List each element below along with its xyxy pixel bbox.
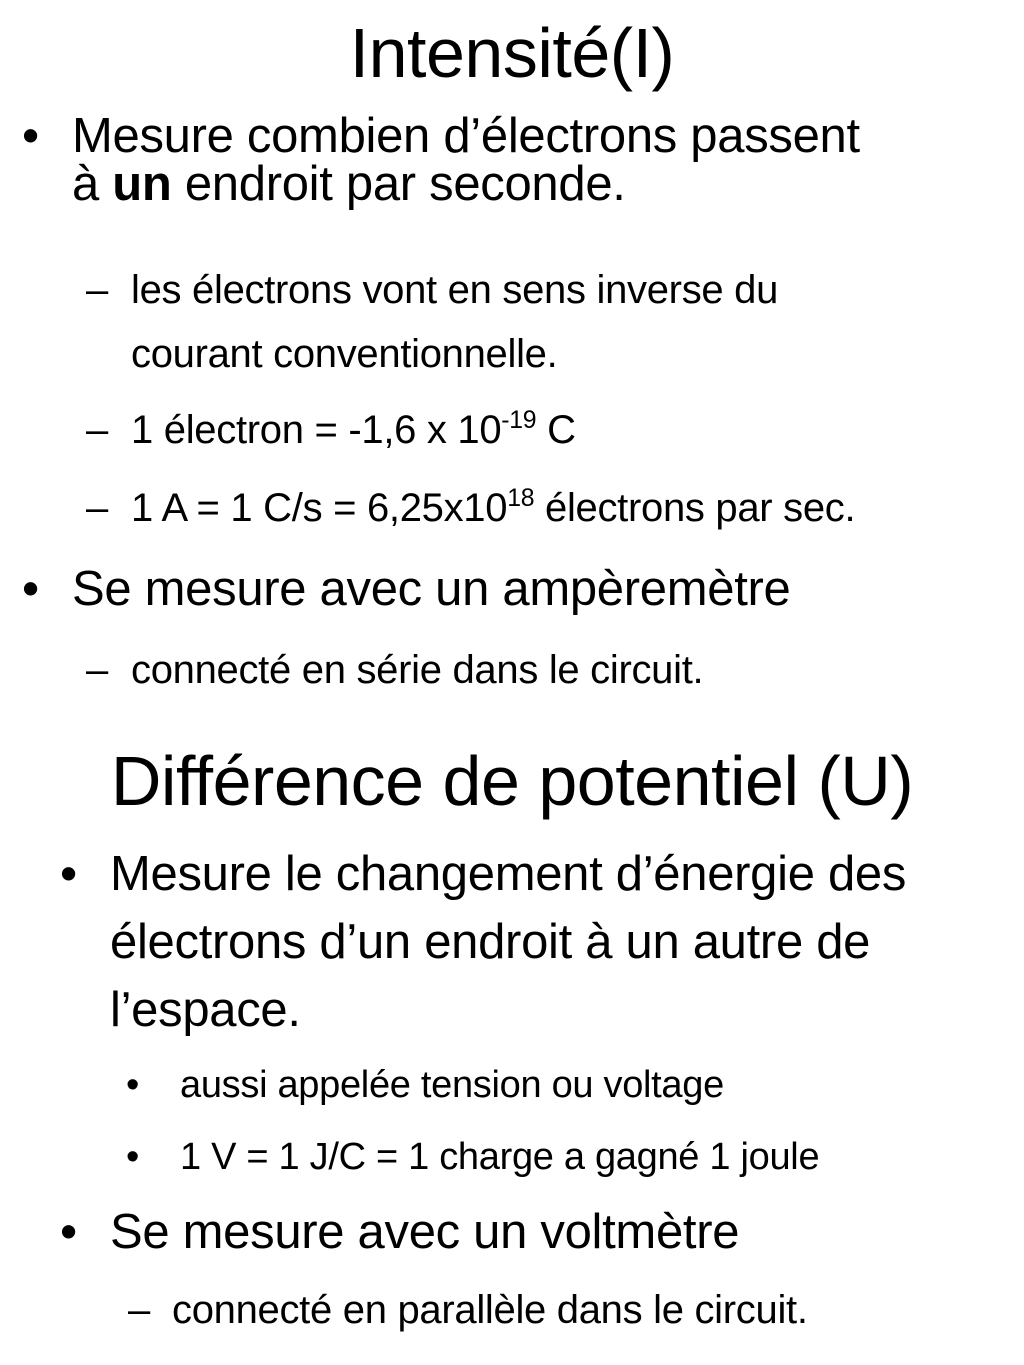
slide2-bullet1-line2: électrons d’un endroit à un autre de [110,915,871,969]
slide2-bullet2: Se mesure avec un voltmètre [110,1205,740,1259]
slide1-bullet2: Se mesure avec un ampèremètre [72,562,791,616]
bullet-dot: • [60,847,77,901]
slide2-bullet1-line1: Mesure le changement d’énergie des [110,847,907,901]
dash-marker: – [86,268,108,312]
slide1-sub1-line2: courant conventionnelle. [131,332,558,376]
slide2-sub1: aussi appelée tension ou voltage [180,1064,724,1106]
slide1-sub3: 1 A = 1 $C/s = 6,25x10^{18}$ électrons par sec. [131,485,856,530]
dash-marker: – [86,408,108,452]
slide1-sub2: 1 électron = -1,6 x $10^{-19}$ C [131,407,576,452]
dash-marker: – [128,1288,150,1332]
slide1-sub1-line1: les électrons vont en sens inverse du [131,268,779,312]
bullet-dot: • [22,562,39,616]
slide2-sub2: 1 V = 1 J/C = 1 charge a gagné 1 joule [180,1136,820,1178]
slide1-title: Intensité(I) [349,14,675,92]
slide1-sub4: connecté en série dans le circuit. [131,648,704,692]
dash-marker: – [86,486,108,530]
bullet-dot: • [60,1205,77,1259]
slide2-title: Différence de potentiel (U) [110,742,914,820]
dash-marker: – [86,648,108,692]
slide1-bullet1-line1: Mesure combien d’électrons passent [72,109,860,163]
bullet-dot: • [22,109,39,163]
bullet-dot: • [126,1064,140,1106]
slide2-bullet1-line3: l’espace. [110,983,301,1037]
slide1-bullet1-line2: à un endroit par seconde. [72,157,626,211]
bullet-dot: • [126,1136,140,1178]
slide2-sub3: connecté en parallèle dans le circuit. [172,1288,808,1332]
